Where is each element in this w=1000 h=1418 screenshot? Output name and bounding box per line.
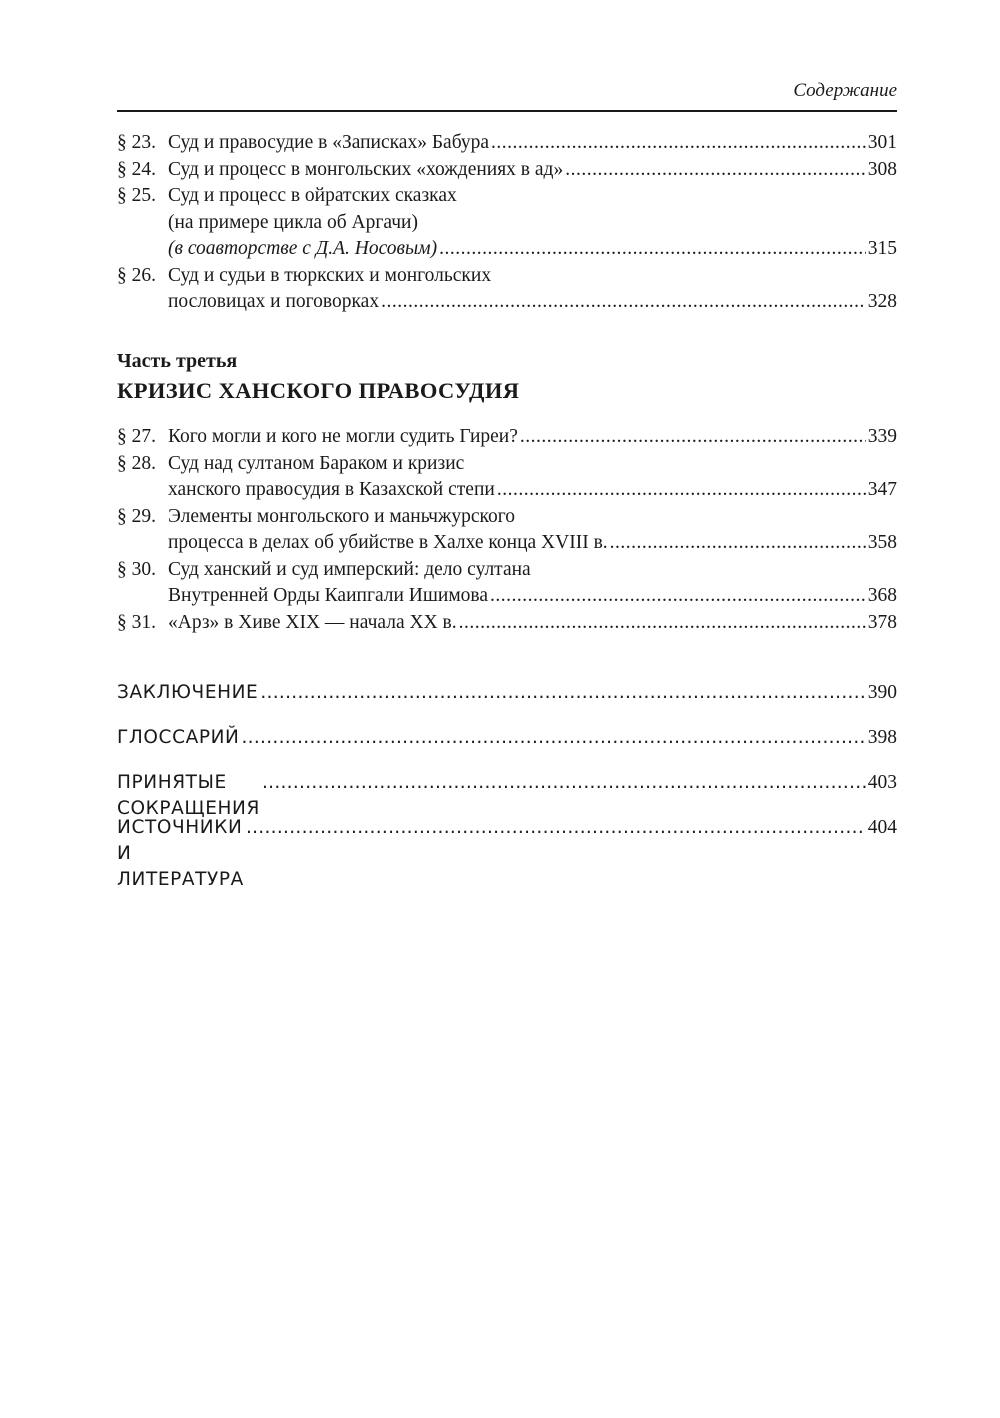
toc-entry-27[interactable] bbox=[117, 424, 897, 451]
section-number: § 28. bbox=[117, 452, 156, 474]
page-number: 358 bbox=[867, 532, 897, 553]
entry-title-line: Суд и судьи в тюркских и монгольских bbox=[168, 264, 492, 286]
page-number: 403 bbox=[867, 772, 897, 793]
leader-dots bbox=[491, 130, 866, 157]
page-number: 390 bbox=[867, 682, 897, 703]
page-number: 328 bbox=[867, 291, 897, 312]
entry-coauthor-note: (в соавторстве с Д.А. Носовым) bbox=[168, 238, 438, 259]
part-label: Часть третья bbox=[117, 350, 238, 372]
section-number: § 24. bbox=[117, 158, 156, 180]
toc-entry-28[interactable] bbox=[117, 451, 897, 504]
entry-title: ГЛОССАРИЙ bbox=[117, 727, 240, 748]
page-number: 347 bbox=[867, 479, 897, 500]
leader-dots bbox=[459, 610, 866, 637]
section-number: § 27. bbox=[117, 426, 156, 447]
toc-entry-25[interactable] bbox=[117, 183, 897, 263]
toc-entry-24[interactable] bbox=[117, 157, 897, 184]
leader-dots bbox=[610, 530, 866, 557]
section-number: § 25. bbox=[117, 185, 156, 206]
entry-title-line: Суд над султаном Бараком и кризис bbox=[168, 452, 465, 474]
page-number: 315 bbox=[867, 238, 897, 259]
section-number: § 26. bbox=[117, 264, 156, 286]
running-header: Содержание bbox=[793, 80, 897, 101]
entry-title: «Арз» в Хиве XIX — начала XX в. bbox=[168, 611, 457, 633]
header-rule bbox=[117, 110, 897, 112]
leader-dots bbox=[490, 583, 866, 610]
entry-title: ханского правосудия в Казахской степи bbox=[168, 479, 495, 500]
entry-title: Внутренней Орды Каипгали Ишимова bbox=[168, 585, 489, 606]
leader-dots bbox=[565, 157, 866, 184]
page-number: 398 bbox=[867, 727, 897, 748]
section-number: § 31. bbox=[117, 611, 156, 633]
page-number: 339 bbox=[867, 426, 897, 447]
toc-entry-29[interactable] bbox=[117, 504, 897, 557]
toc-entry-sources[interactable] bbox=[117, 815, 897, 893]
toc-entry-26[interactable] bbox=[117, 263, 897, 316]
page-number: 308 bbox=[867, 158, 897, 180]
section-number: § 30. bbox=[117, 558, 156, 580]
leader-dots bbox=[439, 236, 866, 263]
leader-dots bbox=[262, 770, 866, 796]
toc-section-part3 bbox=[117, 424, 897, 636]
toc-entry-23[interactable] bbox=[117, 130, 897, 157]
leader-dots bbox=[260, 680, 865, 706]
toc-section-top bbox=[117, 130, 897, 316]
entry-title: ЗАКЛЮЧЕНИЕ bbox=[117, 682, 259, 703]
toc-entry-30[interactable] bbox=[117, 557, 897, 610]
entry-title-line: Элементы монгольского и маньчжурского bbox=[168, 505, 516, 527]
leader-dots bbox=[381, 289, 866, 316]
part-title: КРИЗИС ХАНСКОГО ПРАВОСУДИЯ bbox=[117, 378, 520, 403]
leader-dots bbox=[497, 477, 866, 504]
section-number: § 29. bbox=[117, 505, 156, 527]
entry-title: Суд и процесс в монгольских «хождениях в ад» bbox=[168, 158, 564, 180]
section-number: § 23. bbox=[117, 132, 156, 153]
entry-title: пословицах и поговорках bbox=[168, 291, 380, 312]
page-number: 301 bbox=[867, 132, 897, 153]
entry-title: Суд и правосудие в «Записках» Бабура bbox=[168, 132, 490, 153]
toc-entry-glossary[interactable] bbox=[117, 725, 897, 751]
toc-entry-conclusion[interactable] bbox=[117, 680, 897, 706]
entry-title: ИСТОЧНИКИ И ЛИТЕРАТУРА bbox=[117, 817, 244, 890]
toc-entry-31[interactable] bbox=[117, 610, 897, 637]
entry-title: процесса в делах об убийстве в Халхе конца XVIII в. bbox=[168, 532, 608, 553]
entry-title: Кого могли и кого не могли судить Гиреи? bbox=[168, 426, 518, 447]
leader-dots bbox=[520, 424, 866, 451]
leader-dots bbox=[246, 815, 866, 841]
entry-title: ПРИНЯТЫЕ СОКРАЩЕНИЯ bbox=[117, 772, 260, 819]
entry-title-line: (на примере цикла об Аргачи) bbox=[168, 211, 418, 233]
entry-title-line: Суд ханский и суд имперский: дело султана bbox=[168, 558, 531, 580]
page-number: 404 bbox=[867, 817, 897, 838]
entry-title-line: Суд и процесс в ойратских сказках bbox=[168, 185, 457, 206]
page-number: 368 bbox=[867, 585, 897, 606]
leader-dots bbox=[241, 725, 865, 751]
page-number: 378 bbox=[867, 611, 897, 633]
